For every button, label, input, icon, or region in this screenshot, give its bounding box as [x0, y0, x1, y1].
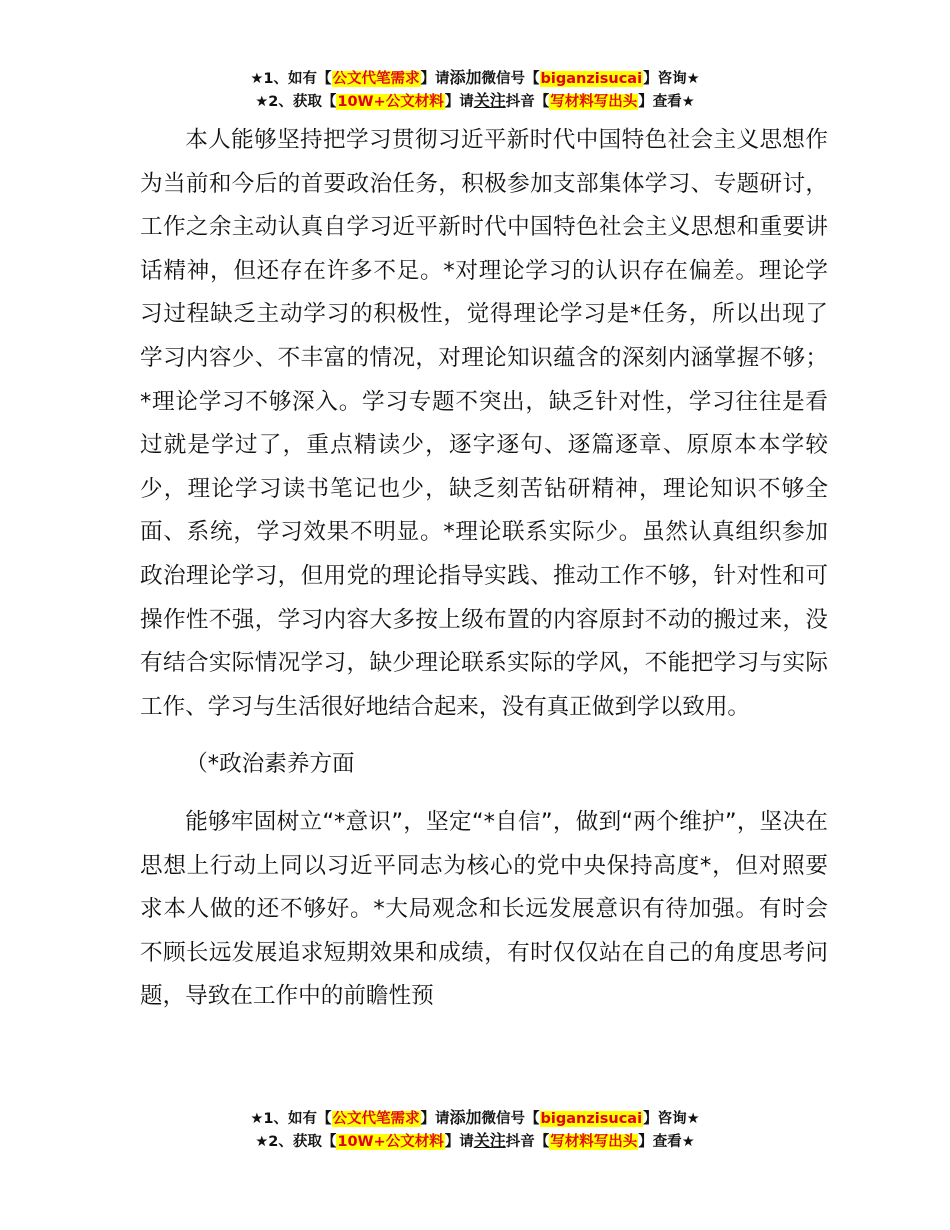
- banner-text: ★1、如有【: [250, 71, 332, 87]
- banner-follow: 关注: [473, 91, 506, 110]
- highlight-ghostwriting: 公文代笔需求: [332, 71, 420, 87]
- highlight-douyin: 写材料写出头: [550, 94, 638, 110]
- footer-banner: [0, 1107, 950, 1153]
- footer-line-1: [0, 1107, 950, 1130]
- banner-text: 】请: [444, 94, 474, 110]
- document-body: [140, 119, 828, 1019]
- footer-line-2: [0, 1130, 950, 1153]
- banner-text: 】请: [420, 1111, 450, 1127]
- highlight-wechat-id: biganzisucai: [540, 1111, 643, 1127]
- banner-text: 微信号【: [481, 1111, 540, 1127]
- highlight-ghostwriting: 公文代笔需求: [332, 1111, 420, 1127]
- banner-text: 抖音【: [505, 94, 550, 110]
- banner-text: 】请: [444, 1134, 474, 1150]
- banner-text: 抖音【: [505, 1134, 550, 1150]
- banner-text: 】查看★: [638, 1134, 695, 1150]
- banner-follow: 关注: [473, 1131, 506, 1150]
- banner-text: ★2、获取【: [255, 1134, 337, 1150]
- highlight-materials: 10W+公文材料: [337, 94, 444, 110]
- section-heading: （*政治素养方面: [185, 751, 355, 778]
- banner-text: 】查看★: [638, 94, 695, 110]
- banner-text: 】请: [420, 71, 450, 87]
- paragraph-2: 能够牢固树立“*意识”，坚定“*自信”，做到“两个维护”，坚决在思想上行动上同以习近平同志为核心的党中央保持高度*，但对照要求本人做的还不够好。*大局观念和长远发展意识有待加强。有时会不顾长远发展追求短期效果和成绩，有时仅仅站在自己的角度思考问题，导致在工作中的前瞻性预: [140, 808, 828, 1010]
- banner-add: 添加: [449, 68, 482, 87]
- header-banner: [0, 67, 950, 113]
- paragraph-1: 本人能够坚持把学习贯彻习近平新时代中国特色社会主义思想作为当前和今后的首要政治任务，积极参加支部集体学习、专题研讨，工作之余主动认真自学习近平新时代中国特色社会主义思想和重要讲话精神，但还存在许多不足。*对理论学习的认识存在偏差。理论学习过程缺乏主动学习的积极性，觉得理论学习是*任务，所以出现了学习内容少、不丰富的情况，对理论知识蕴含的深刻内涵掌握不够；*理论学习不够深入。学习专题不突出，缺乏针对性，学习往往是看过就是学过了，重点精读少，逐字逐句、逐篇逐章、原原本本学较少，理论学习读书笔记也少，缺乏刻苦钻研精神，理论知识不够全面、系统，学习效果不明显。*理论联系实际少。虽然认真组织参加政治理论学习，但用党的理论指导实践、推动工作不够，针对性和可操作性不强，学习内容大多按上级布置的内容原封不动的搬过来，没有结合实际情况学习，缺少理论联系实际的学风，不能把学习与实际工作、学习与生活很好地结合起来，没有真正做到学以致用。: [140, 127, 828, 720]
- banner-text: 】咨询★: [643, 1111, 700, 1127]
- banner-text: ★2、获取【: [255, 94, 337, 110]
- header-line-2: [0, 90, 950, 113]
- highlight-wechat-id: biganzisucai: [540, 71, 643, 87]
- highlight-materials: 10W+公文材料: [337, 1134, 444, 1150]
- header-line-1: [0, 67, 950, 90]
- highlight-douyin: 写材料写出头: [550, 1134, 638, 1150]
- banner-text: 微信号【: [481, 71, 540, 87]
- banner-add: 添加: [449, 1108, 482, 1127]
- banner-text: 】咨询★: [643, 71, 700, 87]
- banner-text: ★1、如有【: [250, 1111, 332, 1127]
